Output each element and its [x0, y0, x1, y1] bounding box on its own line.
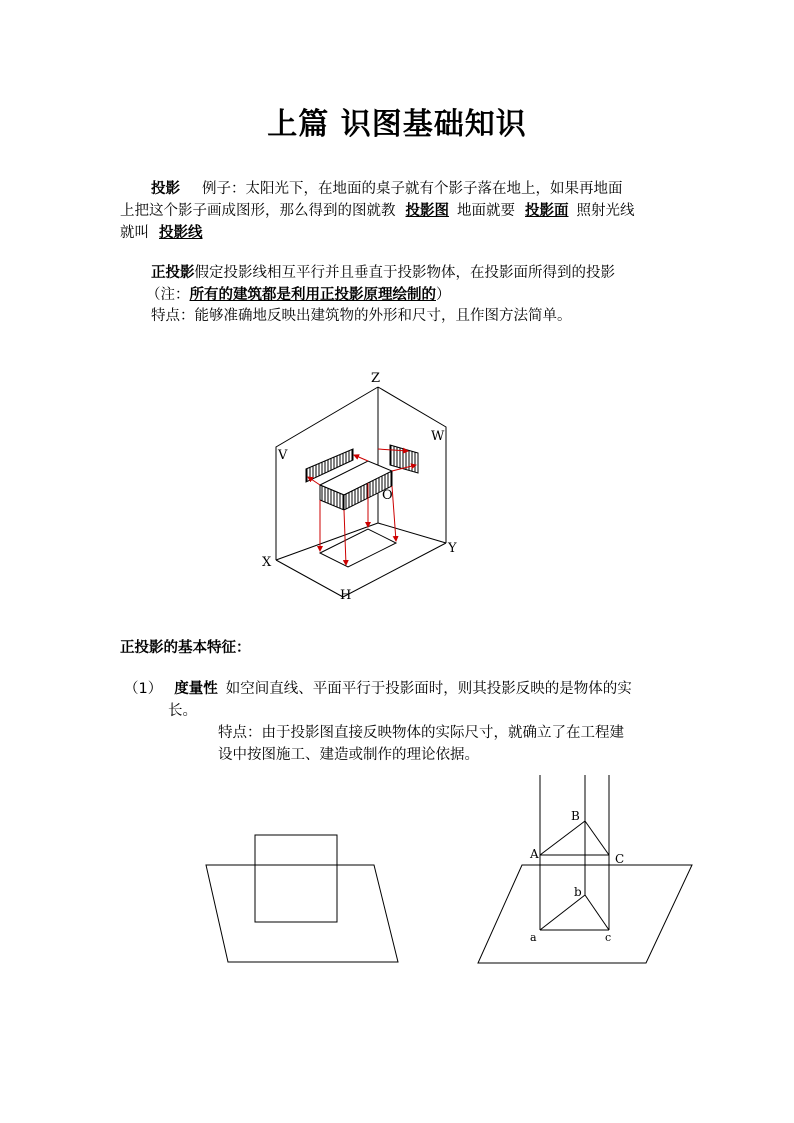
label-h: H [340, 588, 352, 603]
label-upper-a: A [530, 847, 539, 861]
projection-prism [540, 775, 609, 930]
label-lower-a: a [530, 931, 537, 944]
term-projection-image: 投影图 [405, 203, 449, 219]
intro-example-text: 例子：太阳光下，在地面的桌子就有个影子落在地上，如果再地面 [202, 181, 623, 197]
label-v: V [278, 448, 288, 463]
label-x: X [262, 555, 272, 570]
label-lower-c: c [605, 931, 612, 944]
label-upper-b: B [571, 809, 580, 823]
item1-number: （1） [124, 681, 163, 697]
label-o: O [382, 488, 393, 503]
ortho-note-line [146, 284, 451, 306]
intro-line2-mid: 地面就要 [457, 203, 515, 219]
intro-line-2 [120, 200, 635, 222]
square-on-plane-diagram [205, 832, 405, 967]
label-upper-c: C [615, 852, 625, 866]
ortho-note-close: ） [436, 287, 451, 303]
label-w: W [431, 429, 445, 444]
intro-line2-pre: 上把这个影子画成图形，那么得到的图就教 [120, 203, 396, 219]
ortho-note-open: （注： [146, 287, 190, 303]
item1-line-2: 长。 [168, 703, 197, 719]
triangle-projection-diagram [475, 775, 700, 975]
ortho-definition: 假定投影线相互平行并且垂直于投影物体，在投影面所得到的投影 [194, 265, 615, 281]
term-projection-line: 投影线 [159, 225, 203, 241]
item1-text: 如空间直线、平面平行于投影面时，则其投影反映的是物体的实 [225, 681, 632, 697]
item1-term: 度量性 [174, 681, 218, 697]
ortho-feature-line: 特点：能够准确地反映出建筑物的外形和尺寸，且作图方法简单。 [151, 308, 572, 324]
term-orthographic-projection: 正投影 [151, 265, 195, 281]
projection-plane [206, 865, 398, 962]
w-plane-projection [390, 445, 418, 473]
intro-line-3 [120, 222, 203, 244]
intro-line3-pre: 就叫 [120, 225, 149, 241]
label-lower-b: b [574, 885, 582, 899]
term-projection-plane: 投影面 [525, 203, 569, 219]
intro-line-1 [151, 178, 623, 200]
ortho-def-line [151, 262, 615, 284]
item1-feature-line-2: 设中按图施工、建造或制作的理论依据。 [218, 747, 479, 763]
h-plane-projection [320, 529, 396, 567]
square-shape [255, 835, 337, 922]
projection-diagram [258, 365, 488, 605]
label-y: Y [448, 541, 457, 556]
term-projection: 投影 [151, 181, 180, 197]
characteristics-heading: 正投影的基本特征： [120, 640, 251, 656]
page-title: 上篇 识图基础知识 [267, 107, 527, 142]
item1-feature-line-1: 特点：由于投影图直接反映物体的实际尺寸，就确立了在工程建 [218, 725, 624, 741]
item1-line-1 [124, 678, 632, 700]
intro-line2-post: 照射光线 [576, 203, 635, 219]
label-z: Z [371, 371, 381, 386]
ortho-note-bold: 所有的建筑都是利用正投影原理绘制的 [189, 287, 436, 303]
